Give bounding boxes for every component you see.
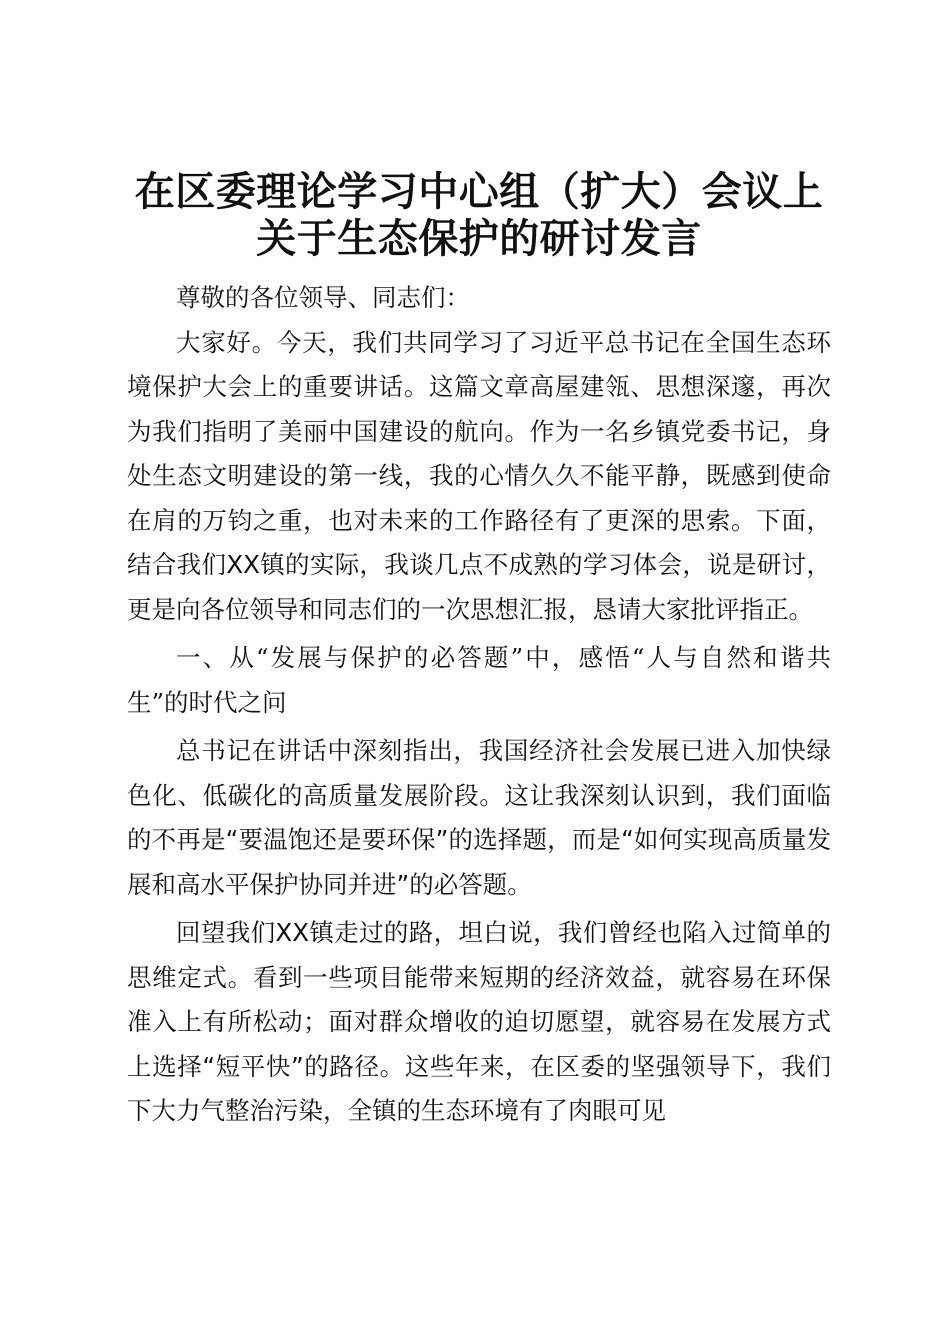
document-page [127, 168, 831, 1134]
document-title [127, 168, 831, 262]
title-line-1: 在区委理论学习中心组（扩大）会议上 [134, 168, 824, 215]
paragraph-3: 回望我们XX镇走过的路，坦白说，我们曾经也陷入过简单的思维定式。看到一些项目能带来短期的经济效益，就容易在环保准入上有所松动；面对群众增收的迫切愿望，就容易在发展方式上选择“短平快”的路径。这些年来，在区委的坚强领导下，我们下大力气整治污染，全镇的生态环境有了肉眼可见 [127, 918, 831, 1125]
paragraph-2: 总书记在讲话中深刻指出，我国经济社会发展已进入加快绿色化、低碳化的高质量发展阶段。这让我深刻认识到，我们面临的不再是“要温饱还是要环保”的选择题，而是“如何实现高质量发展和高水平保护协同并进”的必答题。 [127, 736, 831, 899]
document-body [127, 276, 831, 1134]
title-line-2: 关于生态保护的研讨发言 [256, 215, 702, 262]
paragraph-intro: 大家好。今天，我们共同学习了习近平总书记在全国生态环境保护大会上的重要讲话。这篇文章高屋建瓴、思想深邃，再次为我们指明了美丽中国建设的航向。作为一名乡镇党委书记，身处生态文明建设的第一线，我的心情久久不能平静，既感到使命在肩的万钧之重，也对未来的工作路径有了更深的思索。下面，结合我们XX镇的实际，我谈几点不成熟的学习体会，说是研讨，更是向各位领导和同志们的一次思想汇报，恳请大家批评指正。 [127, 327, 831, 624]
section-heading-1: 一、从“发展与保护的必答题”中，感悟“人与自然和谐共生”的时代之问 [127, 643, 831, 717]
salutation: 尊敬的各位领导、同志们： [176, 283, 470, 312]
